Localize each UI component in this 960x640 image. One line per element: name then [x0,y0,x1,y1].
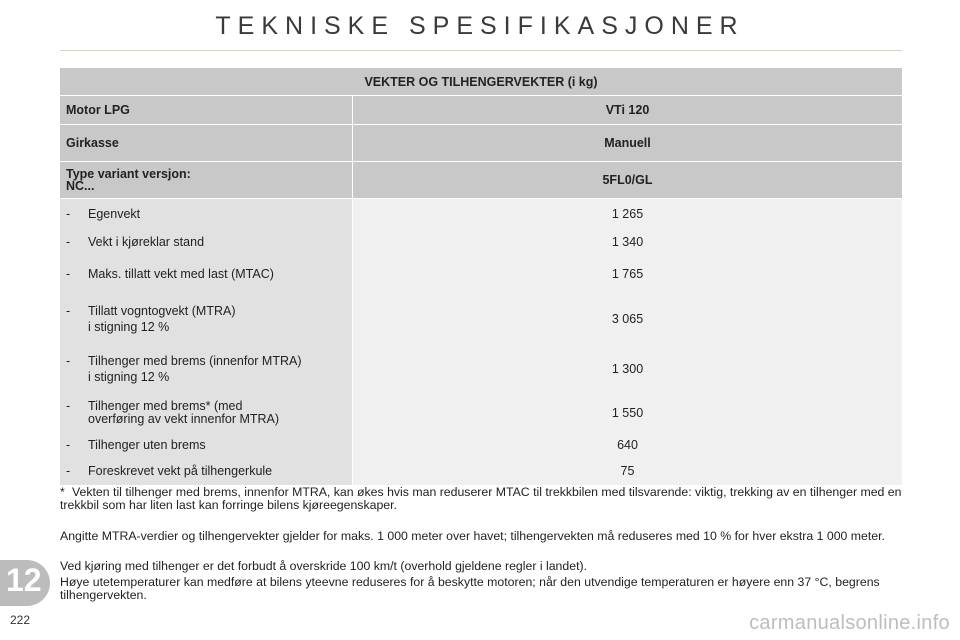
row-value: 1 550 [353,393,903,433]
title-divider [60,50,902,51]
row-value: 75 [353,457,903,485]
row-value: 1 340 [353,229,903,255]
table-row [60,345,902,393]
row-label: - Maks. tillatt vekt med last (MTAC) [60,255,353,293]
header-label: Motor LPG [60,96,353,125]
row-label: - Tillatt vogntogvekt (MTRA) i stigning 12 % [60,293,353,345]
paragraph: Høye utetemperaturer kan medføre at bilens yteevne reduseres for å beskytte motoren; når den utvendige temperaturen er høyere enn 37 °C, begrens tilhengervekten. [60,575,880,602]
paragraph: Ved kjøring med tilhenger er det forbudt å overskride 100 km/t (overhold gjeldene regler i landet). [60,559,588,573]
table-title: VEKTER OG TILHENGERVEKTER (i kg) [60,68,902,96]
header-label: Girkasse [60,125,353,162]
header-label-line: Type variant versjon: [66,167,191,181]
table-row [60,457,902,485]
header-value: VTi 120 [353,96,903,125]
footnote-text: Vekten til tilhenger med brems, innenfor MTRA, kan økes hvis man reduserer MTAC til trekkbilen med tilsvarende: viktig, trekking av en tilhenger med en trekkbil som har liten last kan forringe bilens kjøreegenskaper. [60,485,902,512]
row-value: 1 300 [353,345,903,393]
watermark: carmanualsonline.info [749,612,950,634]
row-value: 640 [353,433,903,457]
row-label: - Vekt i kjøreklar stand [60,229,353,255]
table-row [60,293,902,345]
row-value: 1 765 [353,255,903,293]
table-row [60,393,902,433]
header-value: Manuell [353,125,903,162]
row-label: - Tilhenger med brems* (med overføring av vekt innenfor MTRA) [60,393,353,433]
table-row [60,199,902,229]
row-label: - Tilhenger uten brems [60,433,353,457]
page-number: 222 [10,613,31,627]
row-value: 3 065 [353,293,903,345]
header-label-line: NC... [66,179,95,193]
table-header-row [60,96,902,125]
table-header-row [60,125,902,162]
row-label: - Tilhenger med brems (innenfor MTRA) i stigning 12 % [60,345,353,393]
table-row [60,229,902,255]
table-row [60,255,902,293]
table-header-row [60,162,902,199]
header-value: 5FL0/GL [353,162,903,199]
table-row [60,433,902,457]
header-label [60,162,353,199]
row-value: 1 265 [353,199,903,229]
footnote-marker: * [60,485,65,499]
table-title-row [60,68,902,96]
page-title: TEKNISKE SPESIFIKASJONER [215,12,745,40]
row-label: - Egenvekt [60,199,353,229]
row-label: - Foreskrevet vekt på tilhengerkule [60,457,353,485]
weights-table [60,68,902,485]
paragraph: Angitte MTRA-verdier og tilhengervekter gjelder for maks. 1 000 meter over havet; tilhengervekten må reduseres med 10 % for hver ekstra 1 000 meter. [60,529,885,543]
footnote [60,486,902,512]
chapter-number: 12 [6,562,42,598]
